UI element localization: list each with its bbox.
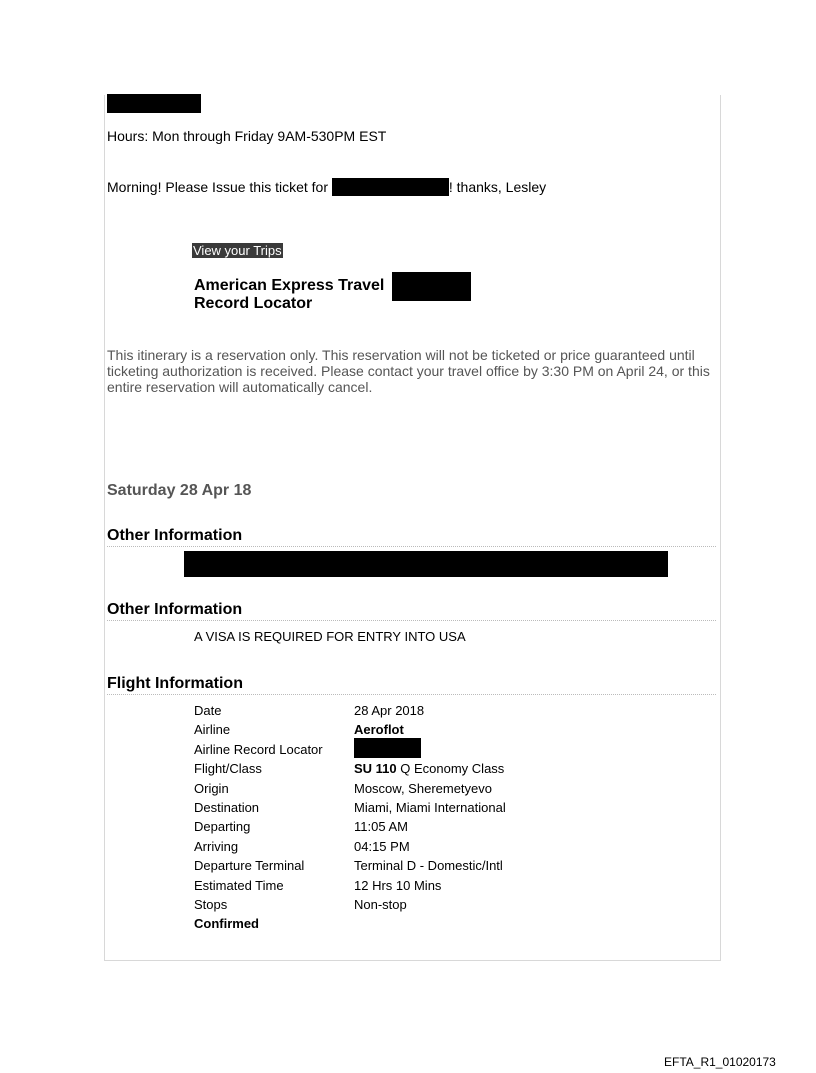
flight-class-label: Flight/Class	[194, 761, 262, 777]
cabin-class: Q Economy Class	[396, 761, 505, 777]
date-value: 28 Apr 2018	[354, 703, 425, 718]
other-information-heading-1: Other Information	[107, 527, 716, 547]
agency-label: American Express Travel	[194, 277, 385, 294]
destination-label: Destination	[194, 799, 260, 815]
other-information-heading-2: Other Information	[107, 601, 716, 621]
flight-information-heading: Flight Information	[107, 675, 716, 695]
flight-number: SU 110	[354, 761, 397, 777]
redaction-airline-locator	[354, 738, 421, 758]
airline-label: Airline	[194, 722, 231, 738]
flight-class-value	[354, 761, 504, 776]
airline-record-locator-label: Airline Record Locator	[194, 741, 323, 757]
estimated-time-value: 12 Hrs 10 Mins	[354, 877, 442, 893]
agent-message	[107, 178, 546, 196]
redaction-top	[107, 94, 201, 113]
arriving-label: Arriving	[194, 838, 239, 854]
redaction-name	[332, 178, 449, 196]
stops-value: Non-stop	[354, 896, 407, 912]
redaction-other-info	[184, 551, 668, 577]
record-locator-label: Record Locator	[194, 295, 313, 312]
visa-note: A VISA IS REQUIRED FOR ENTRY INTO USA	[194, 629, 466, 644]
stops-label: Stops	[194, 896, 228, 912]
message-start: Morning! Please Issue this ticket for	[107, 179, 332, 195]
reservation-notice: This itinerary is a reservation only. This reservation will not be ticketed or price guaranteed until ticketing authorization is received. Please contact your travel office by 3:30 PM on April 24, or this entire reservation will automatically cancel.	[107, 347, 710, 395]
booking-status: Confirmed	[194, 916, 259, 932]
date-label: Date	[194, 703, 222, 718]
arriving-value: 04:15 PM	[354, 838, 410, 854]
departing-label: Departing	[194, 819, 251, 835]
office-hours: Hours: Mon through Friday 9AM-530PM EST	[107, 128, 387, 144]
view-trips-link[interactable]: View your Trips	[193, 243, 282, 258]
destination-value: Miami, Miami International	[354, 799, 506, 815]
day-heading: Saturday 28 Apr 18	[107, 482, 252, 499]
redaction-record-locator	[392, 272, 471, 301]
booking-header	[194, 277, 384, 313]
message-end: ! thanks, Lesley	[448, 179, 547, 195]
departure-terminal-value: Terminal D - Domestic/Intl	[354, 858, 503, 874]
origin-label: Origin	[194, 780, 229, 796]
departing-value: 11:05 AM	[354, 819, 408, 835]
estimated-time-label: Estimated Time	[194, 877, 284, 893]
origin-value: Moscow, Sheremetyevo	[354, 780, 493, 796]
departure-terminal-label: Departure Terminal	[194, 858, 305, 874]
airline-value: Aeroflot	[354, 722, 404, 738]
document-id: EFTA_R1_01020173	[664, 1055, 776, 1069]
